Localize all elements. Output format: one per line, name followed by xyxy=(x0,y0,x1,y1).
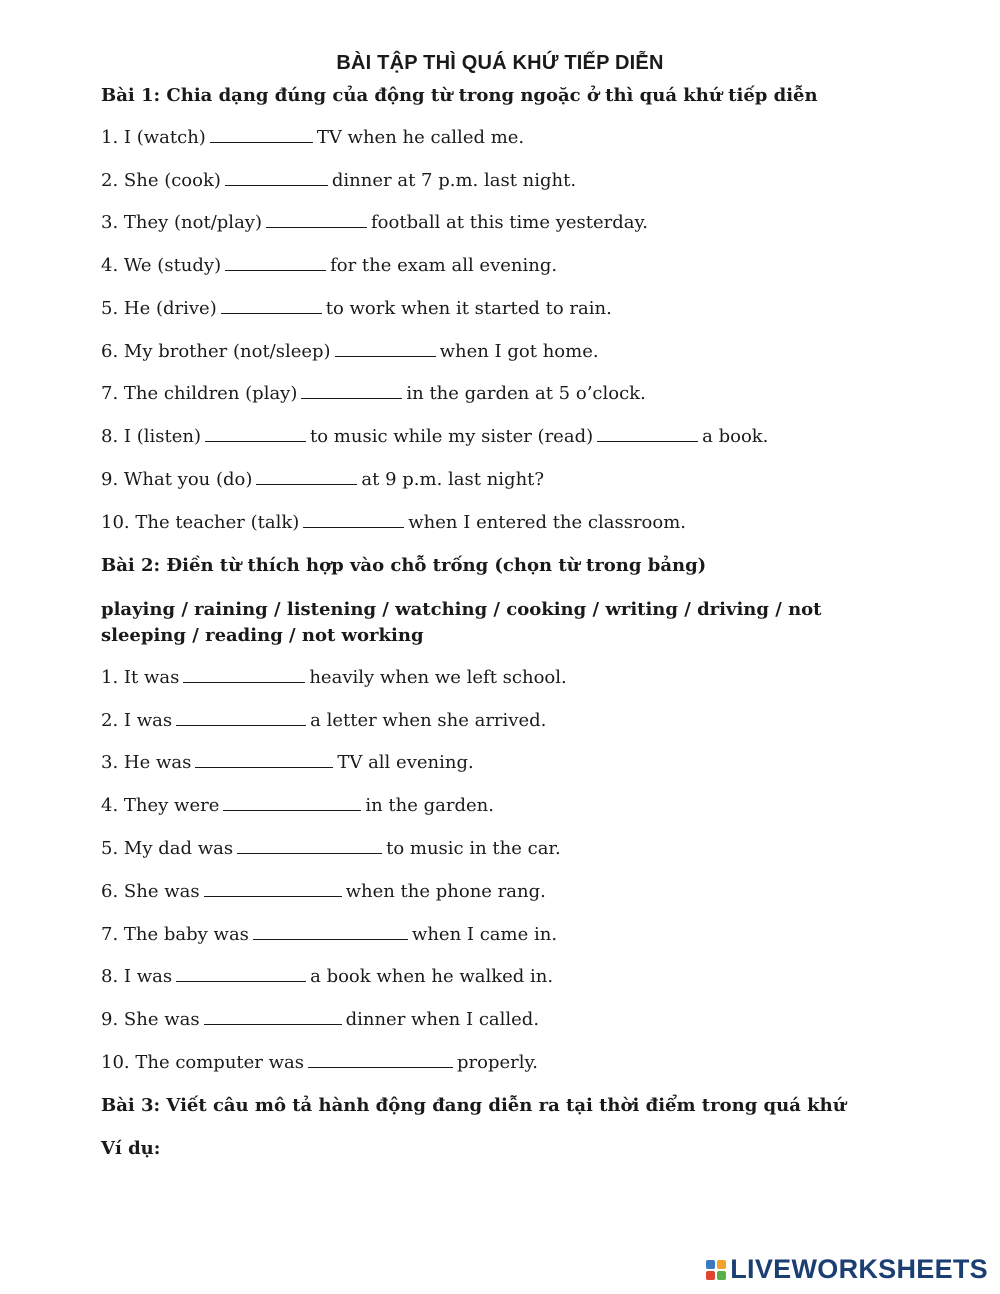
exercise-2-item: 5. My dad was to music in the car. xyxy=(101,838,561,859)
liveworksheets-logo-icon xyxy=(706,1260,726,1280)
answer-blank[interactable] xyxy=(210,141,313,143)
answer-blank[interactable] xyxy=(176,980,306,982)
exercise-2-item: 2. I was a letter when she arrived. xyxy=(101,710,547,731)
exercise-2-item: 10. The computer was properly. xyxy=(101,1052,539,1073)
liveworksheets-logo[interactable] xyxy=(706,1254,988,1285)
answer-blank[interactable] xyxy=(223,809,361,811)
exercise-1-item: 6. My brother (not/sleep) when I got home. xyxy=(101,341,599,362)
exercise-1-item: 7. The children (play) in the garden at 5 o’clock. xyxy=(101,383,646,404)
exercise-1-item: 5. He (drive) to work when it started to rain. xyxy=(101,298,612,319)
answer-blank[interactable] xyxy=(301,397,402,399)
exercise-2-item: 4. They were in the garden. xyxy=(101,795,494,816)
answer-blank[interactable] xyxy=(253,938,408,940)
answer-blank[interactable] xyxy=(195,766,333,768)
exercise-2-item: 6. She was when the phone rang. xyxy=(101,881,546,902)
exercise-1-item: 8. I (listen) to music while my sister (read) a book. xyxy=(101,426,769,447)
answer-blank[interactable] xyxy=(225,184,328,186)
example-label: Ví dụ: xyxy=(101,1138,161,1159)
exercise-1-heading: Bài 1: Chia dạng đúng của động từ trong ngoặc ở thì quá khứ tiếp diễn xyxy=(101,85,818,106)
answer-blank[interactable] xyxy=(308,1066,453,1068)
exercise-2-item: 9. She was dinner when I called. xyxy=(101,1009,540,1030)
answer-blank[interactable] xyxy=(597,440,698,442)
exercise-1-item: 10. The teacher (talk) when I entered the classroom. xyxy=(101,512,687,533)
answer-blank[interactable] xyxy=(204,895,342,897)
answer-blank[interactable] xyxy=(183,681,305,683)
word-bank: playing / raining / listening / watching / cooking / writing / driving / not sleeping / reading / not working xyxy=(101,599,822,646)
exercise-1-item: 1. I (watch) TV when he called me. xyxy=(101,127,525,148)
exercise-1-item: 4. We (study) for the exam all evening. xyxy=(101,255,558,276)
answer-blank[interactable] xyxy=(205,440,306,442)
answer-blank[interactable] xyxy=(176,724,306,726)
exercise-2-item: 7. The baby was when I came in. xyxy=(101,924,558,945)
page-title: BÀI TẬP THÌ QUÁ KHỨ TIẾP DIỄN xyxy=(336,52,664,74)
answer-blank[interactable] xyxy=(204,1023,342,1025)
exercise-2-heading: Bài 2: Điền từ thích hợp vào chỗ trống (chọn từ trong bảng) xyxy=(101,555,707,576)
exercise-2-item: 8. I was a book when he walked in. xyxy=(101,966,554,987)
answer-blank[interactable] xyxy=(225,269,326,271)
answer-blank[interactable] xyxy=(335,355,436,357)
exercise-1-item: 9. What you (do) at 9 p.m. last night? xyxy=(101,469,545,490)
exercise-2-item: 3. He was TV all evening. xyxy=(101,752,474,773)
answer-blank[interactable] xyxy=(256,483,357,485)
answer-blank[interactable] xyxy=(303,526,404,528)
answer-blank[interactable] xyxy=(266,226,367,228)
exercise-2-item: 1. It was heavily when we left school. xyxy=(101,667,567,688)
answer-blank[interactable] xyxy=(221,312,322,314)
answer-blank[interactable] xyxy=(237,852,382,854)
logo-text: LIVEWORKSHEETS xyxy=(730,1254,988,1284)
exercise-1-item: 2. She (cook) dinner at 7 p.m. last night. xyxy=(101,170,577,191)
exercise-3-heading: Bài 3: Viết câu mô tả hành động đang diễn ra tại thời điểm trong quá khứ xyxy=(101,1095,846,1116)
exercise-1-item: 3. They (not/play) football at this time yesterday. xyxy=(101,212,649,233)
